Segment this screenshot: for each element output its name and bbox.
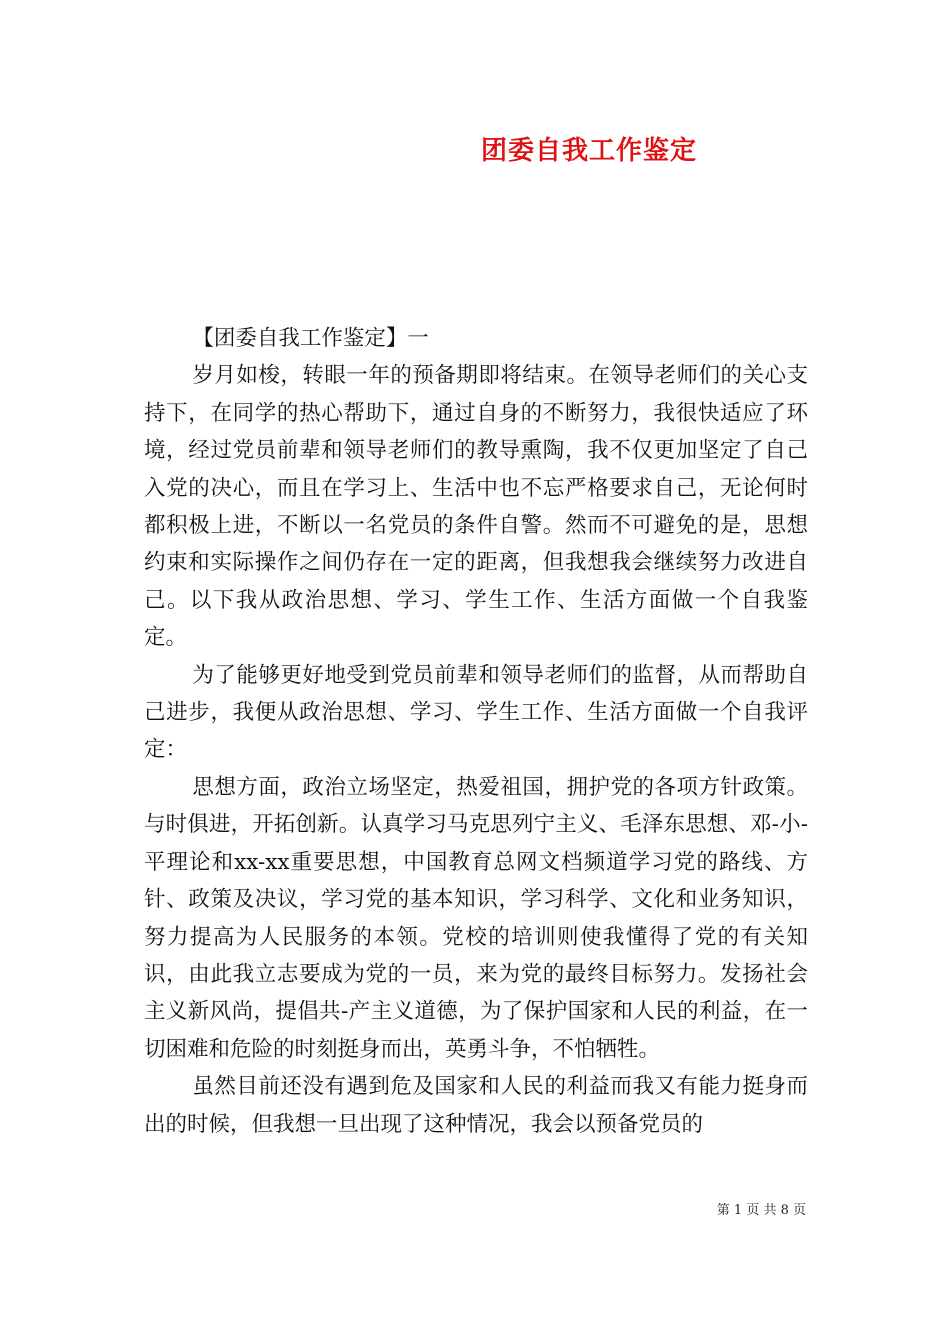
page-number: 第 1 页 共 8 页	[716, 1203, 806, 1218]
paragraph-intro: 岁月如梭，转眼一年的预备期即将结束。在领导老师们的关心支持下，在同学的热心帮助下，通过自身的不断努力，我很快适应了环境，经过党员前辈和领导老师们的教导熏陶，我不仅更加坚定了自己入党的决心，而且在学习上、生活中也不忘严格要求自己，无论何时都积极上进，不断以一名党员的条件自警。然而不可避免的是，思想约束和实际操作之间仍存在一定的距离，但我想我会继续努力改进自己。以下我从政治思想、学习、学生工作、生活方面做一个自我鉴定。	[144, 363, 808, 651]
document-body	[144, 320, 808, 1143]
document-title: 团委自我工作鉴定	[480, 136, 697, 166]
paragraph-purpose: 为了能够更好地受到党员前辈和领导老师们的监督，从而帮助自己进步，我便从政治思想、学习、学生工作、生活方面做一个自我评定：	[144, 662, 808, 763]
section-heading: 【团委自我工作鉴定】一	[192, 326, 429, 351]
paragraph-continued: 虽然目前还没有遇到危及国家和人民的利益而我又有能力挺身而出的时候，但我想一旦出现了这种情况，我会以预备党员的	[144, 1074, 808, 1137]
paragraph-thought: 思想方面，政治立场坚定，热爱祖国，拥护党的各项方针政策。与时俱进，开拓创新。认真学习马克思列宁主义、毛泽东思想、邓-小-平理论和xx-xx重要思想，中国教育总网文档频道学习党的路线、方针、政策及决议，学习党的基本知识，学习科学、文化和业务知识，努力提高为人民服务的本领。党校的培训则使我懂得了党的有关知识，由此我立志要成为党的一员，来为党的最终目标努力。发扬社会主义新风尚，提倡共-产主义道德，为了保护国家和人民的利益，在一切困难和危险的时刻挺身而出，英勇斗争，不怕牺牲。	[144, 774, 808, 1062]
